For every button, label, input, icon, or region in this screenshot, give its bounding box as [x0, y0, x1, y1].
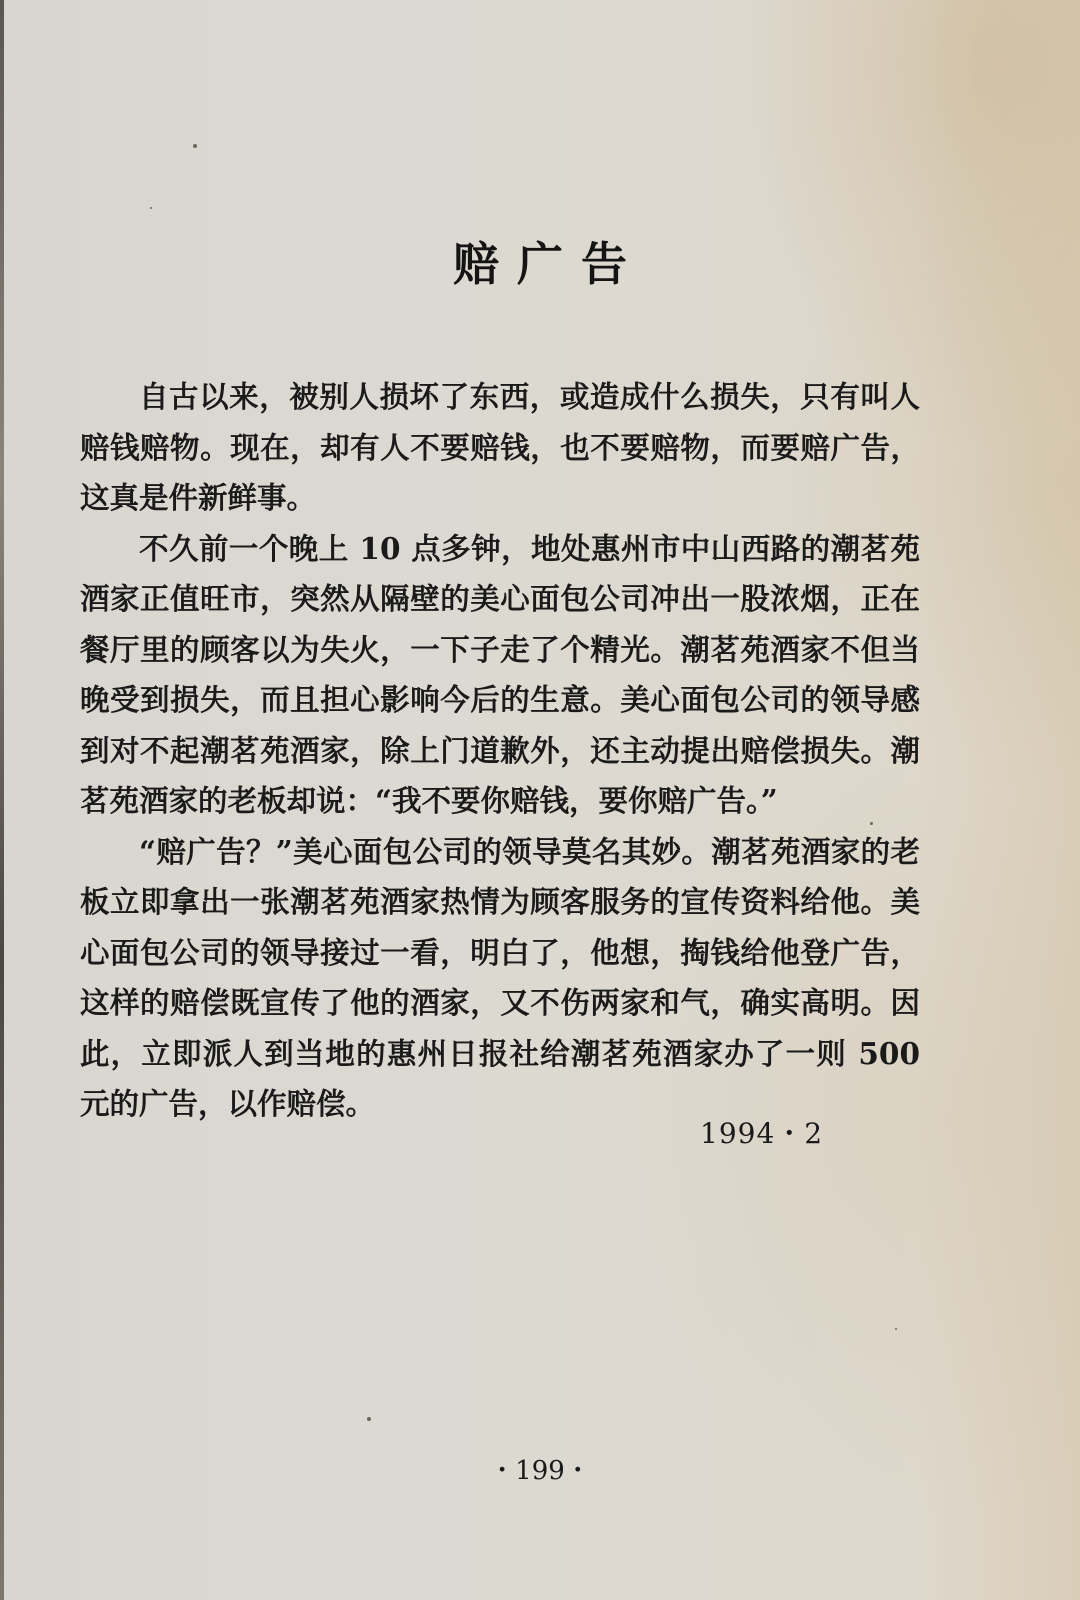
paper-speck [895, 1328, 897, 1330]
page-number: ・199・ [489, 1456, 591, 1486]
paragraph-1: 自古以来，被别人损坏了东西，或造成什么损失，只有叫人赔钱赔物。现在，却有人不要赔钱，也不要赔物，而要赔广告，这真是件新鲜事。 [80, 379, 920, 515]
paper-speck [870, 822, 873, 825]
article-title: 赔广告 [453, 237, 645, 291]
article-date: 1994・2 [700, 1117, 824, 1150]
paper-speck [193, 144, 197, 148]
paragraph-3: “赔广告？”美心面包公司的领导莫名其妙。潮茗苑酒家的老板立即拿出一张潮茗苑酒家热情为顾客服务的宣传资料给他。美心面包公司的领导接过一看，明白了，他想，掏钱给他登广告，这样的赔偿既宣传了他的酒家，又不伤两家和气，确实高明。因此，立即派人到当地的惠州日报社给潮茗苑酒家办了一则 500 元的广告，以作赔偿。 [80, 833, 920, 1121]
article-body [80, 372, 920, 1130]
paper-speck [367, 1417, 371, 1421]
paragraph-2: 不久前一个晚上 10 点多钟，地处惠州市中山西路的潮茗苑酒家正值旺市，突然从隔壁的美心面包公司冲出一股浓烟，正在餐厅里的顾客以为失火，一下子走了个精光。潮茗苑酒家不但当晚受到损失，而且担心影响今后的生意。美心面包公司的领导感到对不起潮茗苑酒家，除上门道歉外，还主动提出赔偿损失。潮茗苑酒家的老板却说：“我不要你赔钱，要你赔广告。” [80, 530, 920, 818]
paper-speck [150, 207, 152, 209]
